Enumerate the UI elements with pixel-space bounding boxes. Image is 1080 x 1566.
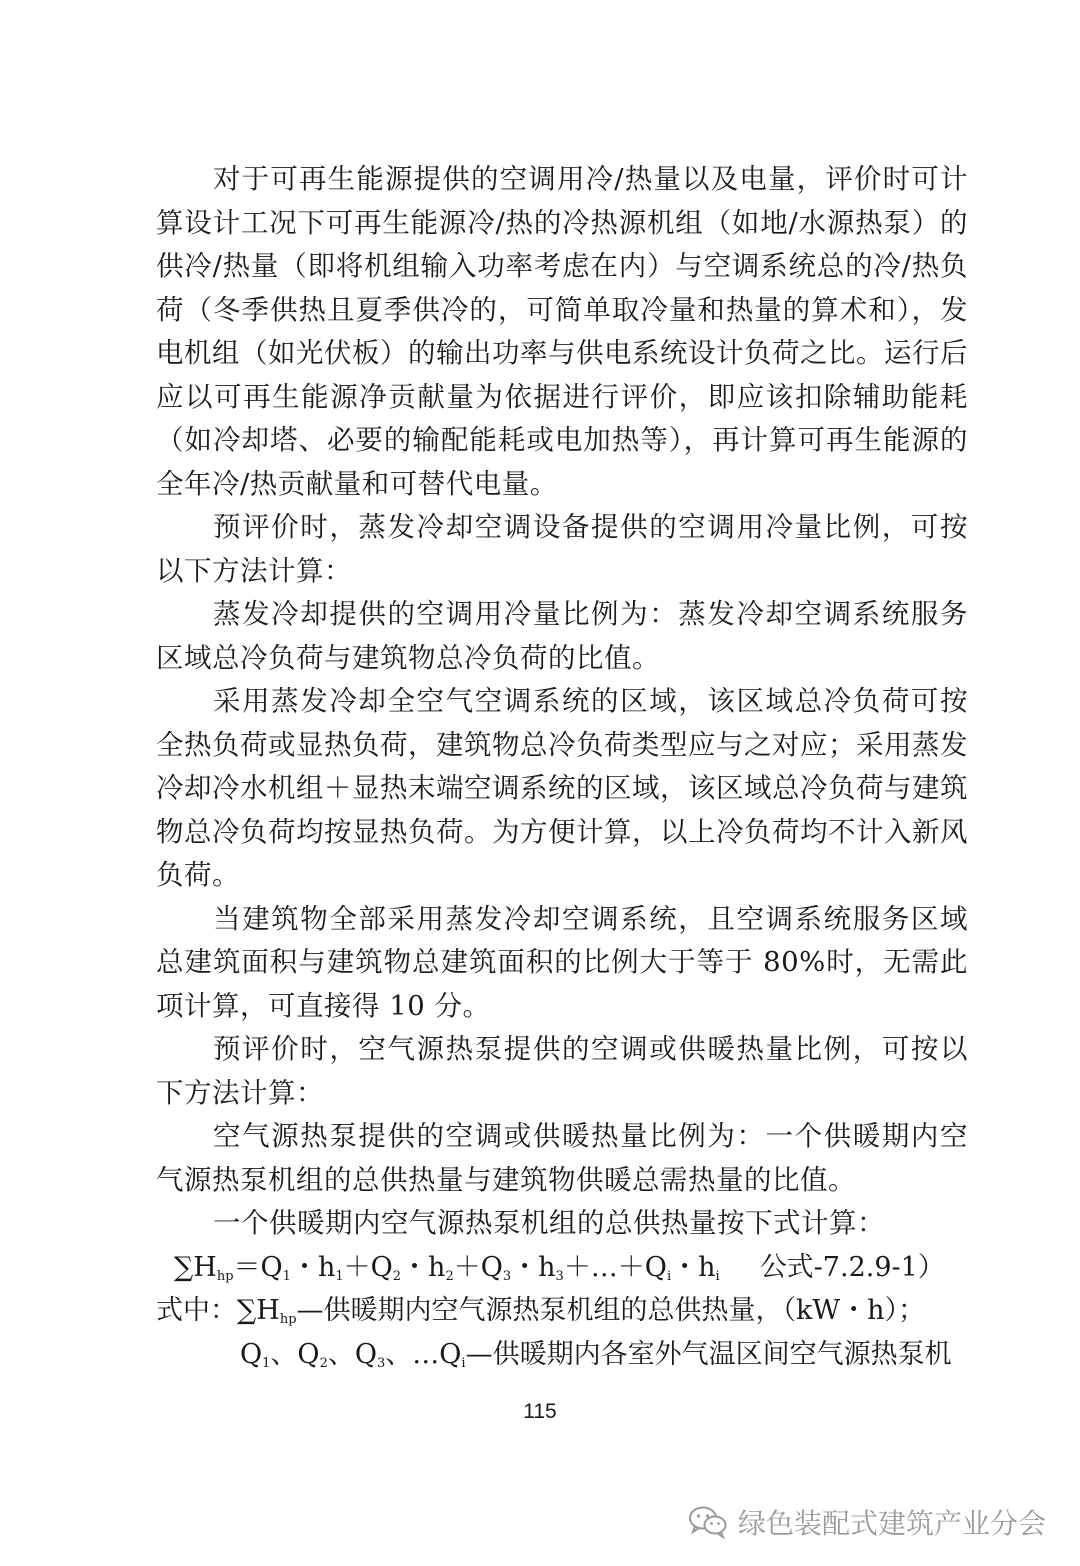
where-symbol: Q: [240, 1338, 263, 1370]
formula-sub: 3: [502, 1268, 512, 1284]
formula-text: ＋Q: [453, 1251, 503, 1283]
formula-text: ＋…＋Q: [563, 1251, 667, 1283]
watermark: [688, 1502, 1046, 1542]
formula-where-line-2: [156, 1333, 968, 1377]
formula-text: ・h: [671, 1251, 716, 1283]
formula-text: ・h: [401, 1251, 446, 1283]
where-sub: i: [461, 1355, 466, 1371]
where-sub: hp: [279, 1312, 297, 1327]
where-symbol: 、…Q: [385, 1338, 462, 1370]
where-symbol: 、Q: [327, 1338, 377, 1370]
formula-text: ・h: [290, 1251, 336, 1283]
formula-sub: 2: [445, 1268, 454, 1284]
where-sub: 2: [319, 1355, 328, 1371]
formula-text: ＋Q: [343, 1251, 393, 1283]
document-page: [156, 158, 968, 1376]
formula-text: ・h: [511, 1251, 556, 1283]
formula-label: 公式-7.2.9-1）: [759, 1251, 945, 1283]
paragraph: 空气源热泵提供的空调或供暖热量比例为：一个供暖期内空气源热泵机组的总供热量与建筑物供暖总需热量的比值。: [156, 1120, 968, 1196]
wechat-icon: [688, 1505, 728, 1539]
paragraph: 预评价时，空气源热泵提供的空调或供暖热量比例，可按以下方法计算：: [156, 1033, 968, 1109]
formula-where-line: [156, 1289, 968, 1333]
paragraph: 一个供暖期内空气源热泵机组的总供热量按下式计算：: [213, 1207, 885, 1239]
page-number: 115: [523, 1400, 557, 1423]
formula-sub: 1: [335, 1268, 344, 1284]
paragraph: 当建筑物全部采用蒸发冷却空调系统，且空调系统服务区域总建筑面积与建筑物总建筑面积的比例大于等于 80%时，无需此项计算，可直接得 10 分。: [156, 902, 968, 1022]
paragraph: 对于可再生能源提供的空调用冷/热量以及电量，评价时可计算设计工况下可再生能源冷/热的冷热源机组（如地/水源热泵）的供冷/热量（即将机组输入功率考虑在内）与空调系统总的冷/热负荷（冬季供热且夏季供冷的，可简单取冷量和热量的算术和），发电机组（如光伏板）的输出功率与供电系统设计负荷之比。运行后应以可再生能源净贡献量为依据进行评价，即应该扣除辅助能耗（如冷却塔、必要的输配能耗或电加热等），再计算可再生能源的全年冷/热贡献量和可替代电量。: [156, 163, 968, 500]
where-symbol: 、Q: [270, 1338, 320, 1370]
formula-sub: 2: [392, 1268, 402, 1284]
formula-sub: i: [715, 1268, 720, 1284]
formula-sub: hp: [216, 1268, 234, 1284]
where-sub: 1: [262, 1355, 271, 1371]
formula-sub: i: [666, 1268, 672, 1284]
formula-text: ∑H: [174, 1251, 217, 1283]
watermark-text: 绿色装配式建筑产业分会: [737, 1507, 1046, 1540]
paragraph: 蒸发冷却提供的空调用冷量比例为：蒸发冷却空调系统服务区域总冷负荷与建筑物总冷负荷的比值。: [156, 598, 968, 674]
where-sub: 3: [376, 1355, 386, 1371]
paragraph: 预评价时，蒸发冷却空调设备提供的空调用冷量比例，可按以下方法计算：: [156, 511, 968, 587]
formula-sub: 1: [282, 1268, 291, 1284]
formula-7-2-9-1: [156, 1246, 968, 1290]
where-desc: —供暖期内空气源热泵机组的总供热量，（kW・h）；: [296, 1295, 926, 1326]
paragraph: 采用蒸发冷却全空气空调系统的区域，该区域总冷负荷可按全热负荷或显热负荷，建筑物总冷负荷类型应与之对应；采用蒸发冷却冷水机组＋显热末端空调系统的区域，该区域总冷负荷与建筑物总冷负荷均按显热负荷。为方便计算，以上冷负荷均不计入新风负荷。: [156, 685, 968, 891]
where-prefix: 式中：∑H: [156, 1295, 280, 1326]
formula-text: ＝Q: [233, 1251, 283, 1283]
formula-sub: 3: [555, 1268, 564, 1284]
where-desc: —供暖期内各室外气温区间空气源热泵机: [465, 1338, 952, 1370]
